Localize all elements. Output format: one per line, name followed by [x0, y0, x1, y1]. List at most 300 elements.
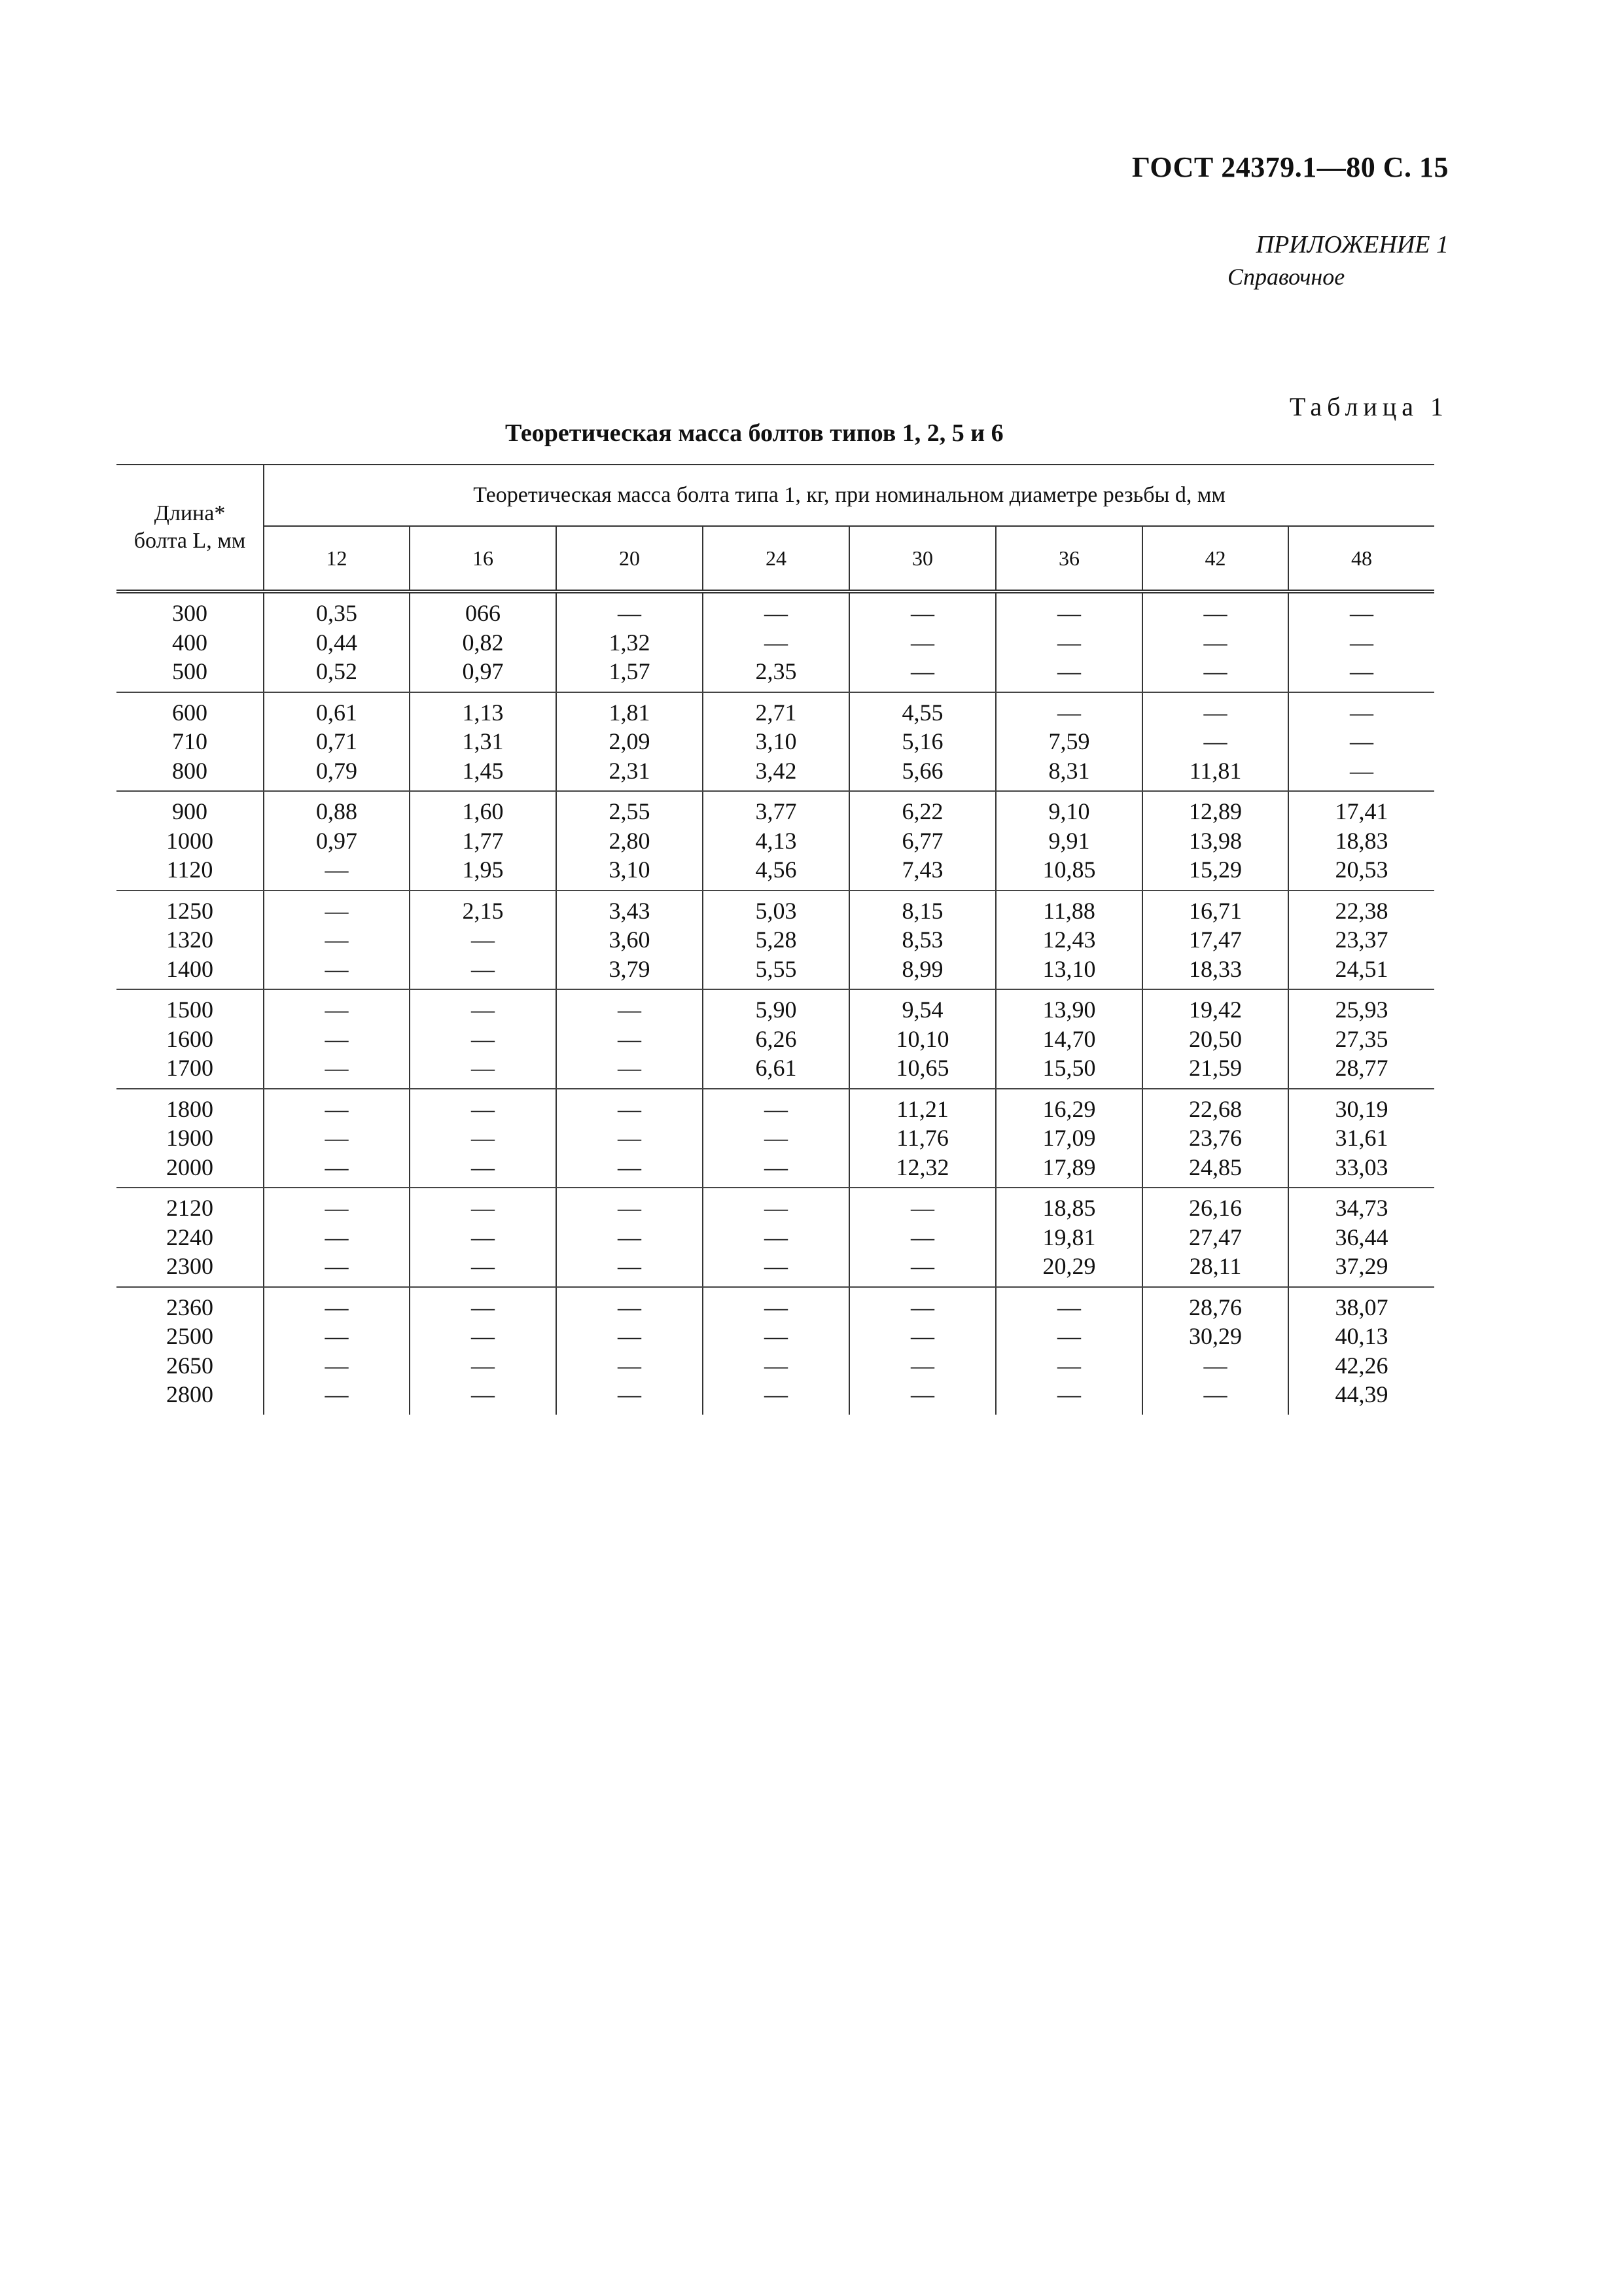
mass-value: 17,89: [1042, 1154, 1096, 1180]
mass-value: 0,88: [316, 798, 357, 824]
mass-value: —: [471, 1154, 495, 1180]
mass-value: 10,85: [1042, 857, 1096, 883]
mass-cell: [264, 1188, 410, 1287]
mass-cell: [1142, 692, 1288, 792]
mass-value: —: [911, 1224, 934, 1250]
mass-cell: [556, 592, 703, 692]
length-value: 1500: [166, 997, 213, 1023]
mass-value: 066: [465, 600, 501, 626]
mass-value: 22,68: [1189, 1095, 1242, 1122]
mass-value: 20,53: [1335, 857, 1388, 883]
mass-value: 5,28: [755, 927, 797, 953]
mass-value: 1,31: [462, 728, 504, 754]
mass-value: 25,93: [1335, 997, 1388, 1023]
mass-value: 36,44: [1335, 1224, 1388, 1250]
mass-value: 13,10: [1042, 955, 1096, 982]
mass-value: 8,15: [902, 897, 944, 924]
mass-value: 1,13: [462, 699, 504, 726]
mass-value: 5,03: [755, 897, 797, 924]
mass-value: 27,47: [1189, 1224, 1242, 1250]
mass-value: 11,21: [896, 1095, 949, 1122]
mass-value: 15,50: [1042, 1055, 1096, 1081]
mass-value: 3,79: [609, 955, 650, 982]
mass-cell: [996, 1287, 1142, 1415]
mass-cell: [556, 891, 703, 990]
mass-value: —: [1057, 658, 1081, 684]
mass-value: 8,31: [1048, 757, 1090, 784]
mass-cell: [556, 1287, 703, 1415]
mass-value: 40,13: [1335, 1323, 1388, 1349]
mass-value: —: [1057, 629, 1081, 656]
mass-value: 12,43: [1042, 927, 1096, 953]
mass-value: 6,77: [902, 827, 944, 854]
mass-cell: [264, 1287, 410, 1415]
mass-cell: [264, 692, 410, 792]
mass-value: —: [618, 1253, 641, 1279]
mass-cell: [849, 692, 996, 792]
mass-value: —: [911, 1381, 934, 1407]
mass-cell: [996, 891, 1142, 990]
mass-value: —: [618, 1055, 641, 1081]
mass-value: —: [618, 1025, 641, 1052]
mass-value: —: [618, 1323, 641, 1349]
mass-value: —: [1350, 600, 1374, 626]
diameter-header: 42: [1142, 526, 1288, 592]
mass-value: —: [325, 1352, 349, 1379]
mass-value: —: [911, 658, 934, 684]
mass-value: —: [325, 1154, 349, 1180]
mass-value: 6,26: [755, 1025, 797, 1052]
length-cell: [116, 791, 264, 891]
mass-value: —: [1203, 658, 1227, 684]
mass-value: —: [471, 1224, 495, 1250]
mass-value: —: [1203, 600, 1227, 626]
length-value: 2120: [166, 1195, 213, 1221]
diameter-header: 48: [1288, 526, 1434, 592]
length-value: 1000: [166, 827, 213, 854]
length-value: 400: [172, 629, 207, 656]
mass-cell: [264, 592, 410, 692]
mass-value: 4,56: [755, 857, 797, 883]
length-value: 2000: [166, 1154, 213, 1180]
length-value: 1700: [166, 1055, 213, 1081]
mass-value: 3,10: [755, 728, 797, 754]
mass-cell: [849, 891, 996, 990]
mass-cell: [849, 989, 996, 1089]
mass-cell: [849, 1287, 996, 1415]
table-row-group: [116, 791, 1434, 891]
table-row-group: [116, 592, 1434, 692]
mass-value: —: [1350, 699, 1374, 726]
mass-value: 20,50: [1189, 1025, 1242, 1052]
mass-value: —: [325, 1323, 349, 1349]
mass-value: 17,41: [1335, 798, 1388, 824]
mass-value: —: [1350, 658, 1374, 684]
mass-cell: [410, 592, 556, 692]
mass-value: 8,99: [902, 955, 944, 982]
mass-value: —: [325, 897, 349, 924]
mass-value: —: [764, 1253, 788, 1279]
mass-value: —: [1057, 1352, 1081, 1379]
mass-value: 37,29: [1335, 1253, 1388, 1279]
length-value: 1250: [166, 897, 213, 924]
mass-value: —: [325, 1381, 349, 1407]
mass-value: 5,55: [755, 955, 797, 982]
mass-value: —: [325, 927, 349, 953]
mass-cell: [410, 1089, 556, 1188]
mass-cell: [410, 891, 556, 990]
length-cell: [116, 692, 264, 792]
length-header-line1: Длина*: [154, 501, 226, 525]
mass-value: 13,98: [1189, 827, 1242, 854]
bolt-mass-table: [116, 464, 1434, 1415]
mass-value: 18,33: [1189, 955, 1242, 982]
length-cell: [116, 592, 264, 692]
mass-value: 0,44: [316, 629, 357, 656]
length-header-line2: болта L, мм: [133, 529, 246, 553]
mass-value: —: [471, 927, 495, 953]
mass-value: 20,29: [1042, 1253, 1096, 1279]
mass-value: 2,80: [609, 827, 650, 854]
table-row-group: [116, 1287, 1434, 1415]
mass-value: 17,09: [1042, 1125, 1096, 1151]
mass-value: —: [1350, 728, 1374, 754]
mass-value: 44,39: [1335, 1381, 1388, 1407]
length-value: 300: [172, 600, 207, 626]
mass-value: 2,09: [609, 728, 650, 754]
mass-value: 24,85: [1189, 1154, 1242, 1180]
mass-cell: [996, 1089, 1142, 1188]
length-value: 2650: [166, 1352, 213, 1379]
mass-value: —: [471, 1294, 495, 1320]
mass-value: 19,42: [1189, 997, 1242, 1023]
mass-value: —: [764, 1352, 788, 1379]
mass-value: —: [764, 1323, 788, 1349]
mass-value: —: [764, 1381, 788, 1407]
mass-value: 7,59: [1048, 728, 1090, 754]
mass-value: —: [911, 1352, 934, 1379]
length-value: 2800: [166, 1381, 213, 1407]
mass-value: 16,71: [1189, 897, 1242, 924]
diameter-header: 36: [996, 526, 1142, 592]
mass-value: 30,29: [1189, 1323, 1242, 1349]
length-cell: [116, 1287, 264, 1415]
length-value: 500: [172, 658, 207, 684]
length-value: 1400: [166, 955, 213, 982]
mass-value: —: [471, 1025, 495, 1052]
diameter-header: 16: [410, 526, 556, 592]
mass-value: —: [764, 1095, 788, 1122]
mass-value: 10,10: [896, 1025, 949, 1052]
mass-value: —: [618, 1095, 641, 1122]
mass-cell: [264, 791, 410, 891]
mass-value: —: [1057, 1381, 1081, 1407]
mass-value: 30,19: [1335, 1095, 1388, 1122]
table-label: Таблица 1: [1289, 392, 1449, 421]
mass-cell: [703, 891, 849, 990]
mass-value: —: [764, 1154, 788, 1180]
mass-value: 22,38: [1335, 897, 1388, 924]
mass-cell: [849, 592, 996, 692]
length-value: 2360: [166, 1294, 213, 1320]
length-value: 1800: [166, 1095, 213, 1122]
mass-value: —: [618, 1195, 641, 1221]
mass-value: 23,76: [1189, 1125, 1242, 1151]
mass-value: 2,31: [609, 757, 650, 784]
mass-value: 1,45: [462, 757, 504, 784]
mass-value: —: [618, 1381, 641, 1407]
mass-value: —: [325, 1294, 349, 1320]
mass-value: —: [1203, 699, 1227, 726]
mass-value: 5,66: [902, 757, 944, 784]
mass-value: 3,10: [609, 857, 650, 883]
mass-value: 6,61: [755, 1055, 797, 1081]
mass-value: 0,52: [316, 658, 357, 684]
mass-value: 2,71: [755, 699, 797, 726]
mass-value: 34,73: [1335, 1195, 1388, 1221]
appendix-subtitle: Справочное: [1227, 264, 1345, 290]
mass-value: 0,35: [316, 600, 357, 626]
length-cell: [116, 1188, 264, 1287]
mass-cell: [849, 1089, 996, 1188]
mass-super-header: Теоретическая масса болта типа 1, кг, при номинальном диаметре резьбы d, мм: [264, 465, 1434, 526]
mass-value: —: [764, 629, 788, 656]
mass-cell: [1288, 989, 1434, 1089]
mass-cell: [996, 692, 1142, 792]
mass-cell: [264, 1089, 410, 1188]
diameter-header: 30: [849, 526, 996, 592]
mass-cell: [1142, 1188, 1288, 1287]
length-value: 600: [172, 699, 207, 726]
appendix-title: ПРИЛОЖЕНИЕ 1: [1256, 231, 1449, 258]
length-value: 1600: [166, 1025, 213, 1052]
mass-value: —: [618, 600, 641, 626]
mass-value: 9,91: [1048, 827, 1090, 854]
mass-value: —: [325, 1253, 349, 1279]
mass-value: —: [764, 600, 788, 626]
mass-cell: [1288, 1287, 1434, 1415]
length-value: 800: [172, 757, 207, 784]
mass-value: 24,51: [1335, 955, 1388, 982]
mass-value: 5,90: [755, 997, 797, 1023]
mass-value: —: [325, 1055, 349, 1081]
mass-cell: [556, 1089, 703, 1188]
length-column-header: [116, 465, 264, 592]
mass-value: —: [618, 1224, 641, 1250]
mass-value: —: [471, 955, 495, 982]
mass-cell: [703, 1089, 849, 1188]
mass-cell: [996, 791, 1142, 891]
mass-cell: [1142, 791, 1288, 891]
diameter-header: 12: [264, 526, 410, 592]
mass-value: 1,57: [609, 658, 650, 684]
mass-value: —: [618, 997, 641, 1023]
mass-cell: [1142, 1287, 1288, 1415]
mass-value: 3,42: [755, 757, 797, 784]
mass-value: 42,26: [1335, 1352, 1388, 1379]
mass-cell: [556, 1188, 703, 1287]
mass-value: 2,35: [755, 658, 797, 684]
mass-value: —: [618, 1352, 641, 1379]
mass-value: —: [911, 1323, 934, 1349]
mass-cell: [1288, 891, 1434, 990]
table-title: Теоретическая масса болтов типов 1, 2, 5 и 6: [505, 419, 1004, 447]
length-value: 2300: [166, 1253, 213, 1279]
mass-value: 11,88: [1043, 897, 1095, 924]
mass-value: —: [471, 1055, 495, 1081]
mass-value: —: [471, 1352, 495, 1379]
mass-value: 2,15: [462, 897, 504, 924]
mass-cell: [1142, 1089, 1288, 1188]
diameter-header: 20: [556, 526, 703, 592]
mass-value: —: [1057, 1294, 1081, 1320]
mass-value: —: [618, 1125, 641, 1151]
diameter-header: 24: [703, 526, 849, 592]
mass-value: 33,03: [1335, 1154, 1388, 1180]
mass-cell: [264, 989, 410, 1089]
mass-value: 0,61: [316, 699, 357, 726]
mass-value: 1,81: [609, 699, 650, 726]
length-value: 900: [172, 798, 207, 824]
mass-value: 1,77: [462, 827, 504, 854]
mass-value: 3,43: [609, 897, 650, 924]
mass-cell: [703, 1188, 849, 1287]
mass-cell: [996, 989, 1142, 1089]
mass-value: 28,11: [1189, 1253, 1242, 1279]
mass-value: 27,35: [1335, 1025, 1388, 1052]
mass-value: —: [618, 1154, 641, 1180]
mass-value: 18,85: [1042, 1195, 1096, 1221]
mass-value: —: [764, 1224, 788, 1250]
mass-value: 31,61: [1335, 1125, 1388, 1151]
mass-cell: [849, 1188, 996, 1287]
mass-value: —: [764, 1195, 788, 1221]
mass-value: 1,32: [609, 629, 650, 656]
mass-value: 4,13: [755, 827, 797, 854]
mass-value: 0,82: [462, 629, 504, 656]
length-cell: [116, 1089, 264, 1188]
mass-cell: [556, 791, 703, 891]
mass-value: 12,89: [1189, 798, 1242, 824]
mass-value: 9,54: [902, 997, 944, 1023]
mass-value: —: [1057, 1323, 1081, 1349]
mass-value: 8,53: [902, 927, 944, 953]
mass-value: 28,76: [1189, 1294, 1242, 1320]
mass-value: 19,81: [1042, 1224, 1096, 1250]
mass-value: —: [1350, 757, 1374, 784]
mass-cell: [849, 791, 996, 891]
document-header: ГОСТ 24379.1—80 С. 15: [1131, 151, 1449, 183]
mass-value: —: [471, 1125, 495, 1151]
mass-cell: [1288, 791, 1434, 891]
mass-cell: [1288, 1188, 1434, 1287]
mass-value: 28,77: [1335, 1055, 1388, 1081]
mass-value: —: [764, 1125, 788, 1151]
table-row-group: [116, 1089, 1434, 1188]
mass-cell: [703, 592, 849, 692]
table-row-group: [116, 1188, 1434, 1287]
mass-value: 0,79: [316, 757, 357, 784]
mass-value: 26,16: [1189, 1195, 1242, 1221]
mass-value: 1,95: [462, 857, 504, 883]
length-value: 1120: [166, 857, 213, 883]
mass-value: —: [911, 1253, 934, 1279]
mass-value: 0,97: [462, 658, 504, 684]
mass-value: —: [325, 857, 349, 883]
mass-value: 17,47: [1189, 927, 1242, 953]
mass-value: 5,16: [902, 728, 944, 754]
mass-value: 16,29: [1042, 1095, 1096, 1122]
mass-value: —: [325, 1095, 349, 1122]
mass-value: —: [911, 629, 934, 656]
mass-cell: [264, 891, 410, 990]
length-cell: [116, 891, 264, 990]
mass-cell: [996, 1188, 1142, 1287]
length-cell: [116, 989, 264, 1089]
mass-cell: [410, 692, 556, 792]
length-value: 710: [172, 728, 207, 754]
mass-value: —: [471, 1195, 495, 1221]
mass-value: —: [1203, 1352, 1227, 1379]
mass-value: —: [471, 1095, 495, 1122]
mass-value: 13,90: [1042, 997, 1096, 1023]
mass-cell: [1288, 1089, 1434, 1188]
mass-cell: [703, 989, 849, 1089]
mass-value: 0,97: [316, 827, 357, 854]
mass-value: —: [325, 997, 349, 1023]
mass-value: 9,10: [1048, 798, 1090, 824]
mass-value: 10,65: [896, 1055, 949, 1081]
mass-cell: [410, 1188, 556, 1287]
table-row-group: [116, 891, 1434, 990]
mass-value: —: [325, 1224, 349, 1250]
mass-cell: [410, 989, 556, 1089]
mass-cell: [996, 592, 1142, 692]
mass-value: —: [1203, 728, 1227, 754]
mass-value: —: [911, 1195, 934, 1221]
mass-value: 15,29: [1189, 857, 1242, 883]
mass-value: 14,70: [1042, 1025, 1096, 1052]
mass-value: 1,60: [462, 798, 504, 824]
mass-value: —: [325, 955, 349, 982]
table-row-group: [116, 989, 1434, 1089]
mass-value: —: [325, 1125, 349, 1151]
mass-value: —: [764, 1294, 788, 1320]
mass-value: 2,55: [609, 798, 650, 824]
mass-cell: [1142, 989, 1288, 1089]
mass-cell: [703, 692, 849, 792]
mass-value: 4,55: [902, 699, 944, 726]
length-value: 1900: [166, 1125, 213, 1151]
mass-value: —: [1057, 699, 1081, 726]
mass-value: 18,83: [1335, 827, 1388, 854]
mass-value: 21,59: [1189, 1055, 1242, 1081]
mass-value: —: [1203, 629, 1227, 656]
table-body: [116, 592, 1434, 1415]
mass-value: —: [471, 1381, 495, 1407]
mass-value: —: [325, 1025, 349, 1052]
length-value: 2240: [166, 1224, 213, 1250]
mass-value: 0,71: [316, 728, 357, 754]
length-value: 1320: [166, 927, 213, 953]
mass-cell: [556, 692, 703, 792]
mass-value: —: [1203, 1381, 1227, 1407]
mass-value: 23,37: [1335, 927, 1388, 953]
mass-value: 11,76: [896, 1125, 949, 1151]
mass-value: —: [1057, 600, 1081, 626]
mass-cell: [410, 791, 556, 891]
mass-cell: [556, 989, 703, 1089]
